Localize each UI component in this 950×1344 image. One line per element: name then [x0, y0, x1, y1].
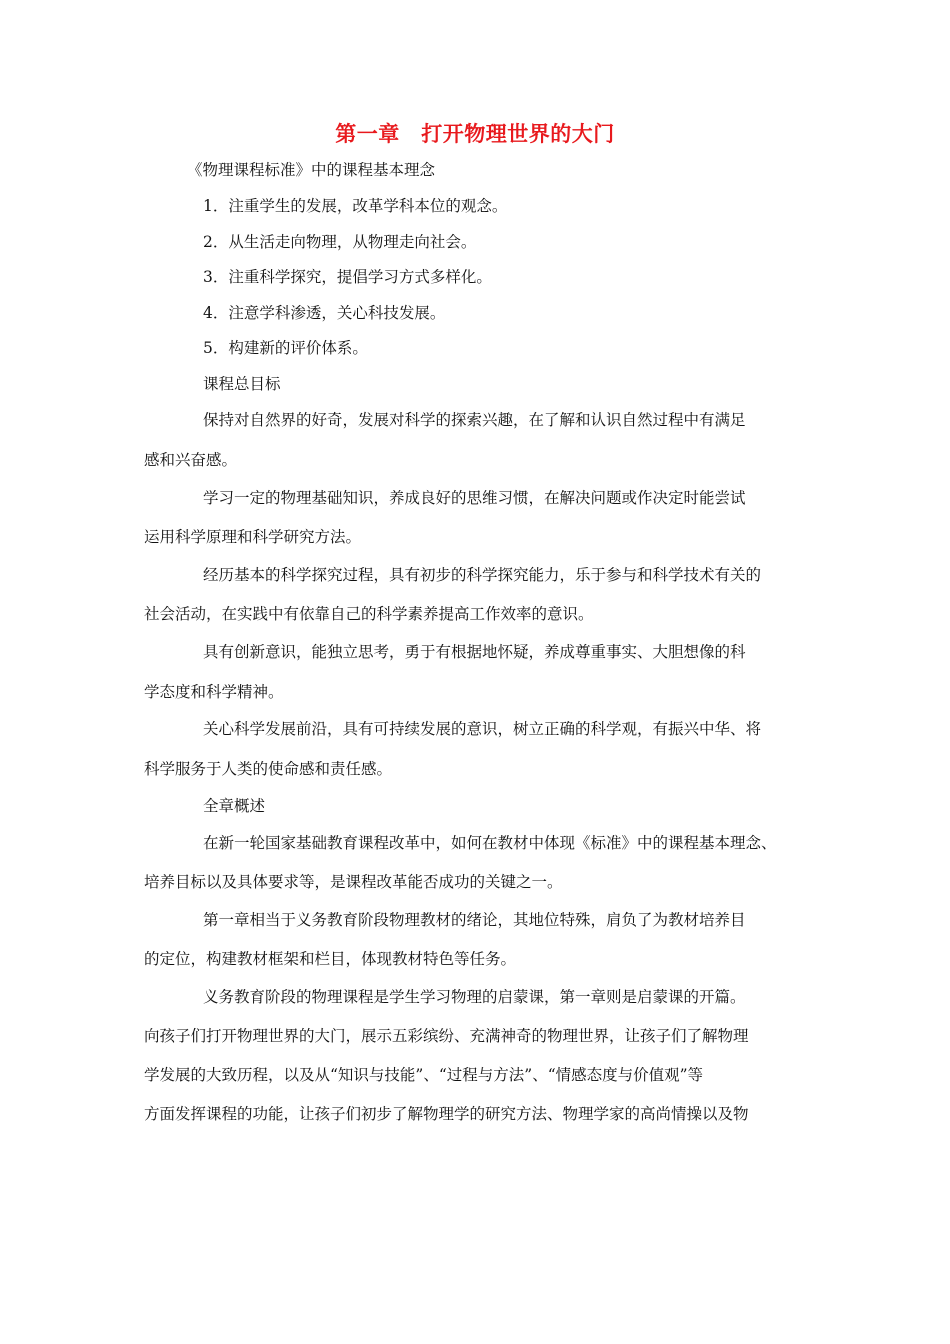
overview-paragraph-line: 义务教育阶段的物理课程是学生学习物理的启蒙课，第一章则是启蒙课的开篇。 [203, 988, 746, 1006]
goal-paragraph-line: 感和兴奋感。 [144, 451, 238, 469]
goal-paragraph-line: 科学服务于人类的使命感和责任感。 [144, 760, 393, 778]
overview-heading: 全章概述 [203, 797, 266, 815]
overview-paragraph-line: 培养目标以及具体要求等，是课程改革能否成功的关键之一。 [144, 873, 563, 891]
chapter-title: 第一章 打开物理世界的大门 [335, 121, 615, 146]
principle-item: 3．注重科学探究，提倡学习方式多样化。 [203, 268, 492, 286]
goals-heading: 课程总目标 [203, 375, 281, 393]
goal-paragraph-line: 运用科学原理和科学研究方法。 [144, 528, 362, 546]
principle-item: 1．注重学生的发展，改革学科本位的观念。 [203, 197, 508, 215]
goal-paragraph-line: 社会活动，在实践中有依靠自己的科学素养提高工作效率的意识。 [144, 605, 594, 623]
overview-paragraph-line: 学发展的大致历程，以及从“知识与技能”、“过程与方法”、“情感态度与价值观”等 [144, 1066, 704, 1084]
overview-paragraph-line: 在新一轮国家基础教育课程改革中，如何在教材中体现《标准》中的课程基本理念、 [203, 834, 777, 852]
intro-heading: 《物理课程标准》中的课程基本理念 [187, 161, 436, 179]
goal-paragraph-line: 学习一定的物理基础知识，养成良好的思维习惯，在解决问题或作决定时能尝试 [203, 489, 746, 507]
goal-paragraph-line: 具有创新意识，能独立思考，勇于有根据地怀疑，养成尊重事实、大胆想像的科 [203, 643, 746, 661]
principle-item: 2．从生活走向物理，从物理走向社会。 [203, 233, 477, 251]
principle-item: 5．构建新的评价体系。 [203, 339, 368, 357]
overview-paragraph-line: 的定位，构建教材框架和栏目，体现教材特色等任务。 [144, 950, 517, 968]
goal-paragraph-line: 学态度和科学精神。 [144, 683, 284, 701]
principle-item: 4．注意学科渗透，关心科技发展。 [203, 304, 446, 322]
overview-paragraph-line: 第一章相当于义务教育阶段物理教材的绪论，其地位特殊，肩负了为教材培养目 [203, 911, 746, 929]
goal-paragraph-line: 关心科学发展前沿，具有可持续发展的意识，树立正确的科学观，有振兴中华、将 [203, 720, 762, 738]
overview-paragraph-line: 方面发挥课程的功能，让孩子们初步了解物理学的研究方法、物理学家的高尚情操以及物 [144, 1105, 749, 1123]
goal-paragraph-line: 经历基本的科学探究过程，具有初步的科学探究能力，乐于参与和科学技术有关的 [203, 566, 762, 584]
goal-paragraph-line: 保持对自然界的好奇，发展对科学的探索兴趣，在了解和认识自然过程中有满足 [203, 411, 746, 429]
overview-paragraph-line: 向孩子们打开物理世界的大门，展示五彩缤纷、充满神奇的物理世界，让孩子们了解物理 [144, 1027, 749, 1045]
